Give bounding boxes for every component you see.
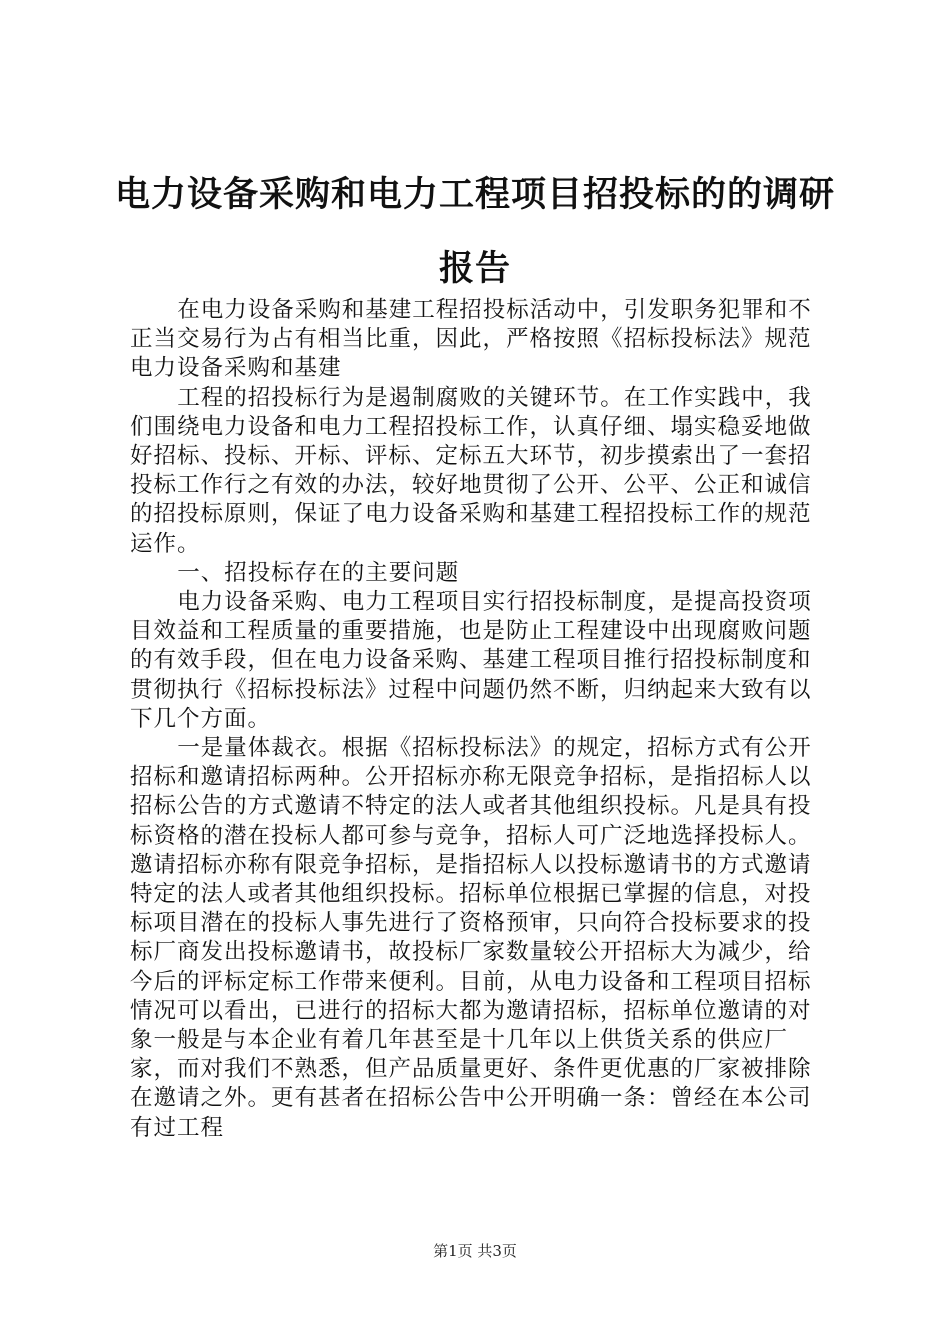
document-title: 电力设备采购和电力工程项目招投标的的调研报告 [114,175,835,289]
paragraph-practice: 工程的招投标行为是遏制腐败的关键环节。在工作实践中，我们围绕电力设备和电力工程招投标工作，认真仔细、塌实稳妥地做好招标、投标、开标、评标、定标五大环节，初步摸索出了一套招投标工作行之有效的办法，较好地贯彻了公开、公平、公正和诚信的招投标原则，保证了电力设备采购和基建工程招投标工作的规范运作。 [130,384,812,557]
paragraph-problems-overview: 电力设备采购、电力工程项目实行招投标制度，是提高投资项目效益和工程质量的重要措施，也是防止工程建设中出现腐败问题的有效手段，但在电力设备采购、基建工程项目推行招投标制度和贯彻执行《招标投标法》过程中问题仍然不断，归纳起来大致有以下几个方面。 [130,589,812,732]
section-heading-problems: 一、招投标存在的主要问题 [177,559,460,586]
paragraph-intro: 在电力设备采购和基建工程招投标活动中，引发职务犯罪和不正当交易行为占有相当比重，因此，严格按照《招标投标法》规范电力设备采购和基建 [130,297,812,382]
paragraph-problem-one: 一是量体裁衣。根据《招标投标法》的规定，招标方式有公开招标和邀请招标两种。公开招标亦称无限竞争招标，是指招标人以招标公告的方式邀请不特定的法人或者其他组织投标。凡是具有投标资格的潜在投标人都可参与竞争，招标人可广泛地选择投标人。邀请招标亦称有限竞争招标，是指招标人以投标邀请书的方式邀请特定的法人或者其他组织投标。招标单位根据已掌握的信息，对投标项目潜在的投标人事先进行了资格预审，只向符合投标要求的投标厂商发出投标邀请书，故投标厂家数量较公开招标大为减少，给今后的评标定标工作带来便利。目前，从电力设备和工程项目招标情况可以看出，已进行的招标大都为邀请招标，招标单位邀请的对象一般是与本企业有着几年甚至是十几年以上供货关系的供应厂家，而对我们不熟悉，但产品质量更好、条件更优惠的厂家被排除在邀请之外。更有甚者在招标公告中公开明确一条：曾经在本公司有过工程 [130,735,812,1141]
document-body [130,296,830,1143]
page-footer: 第1页 共3页 [433,1242,517,1260]
